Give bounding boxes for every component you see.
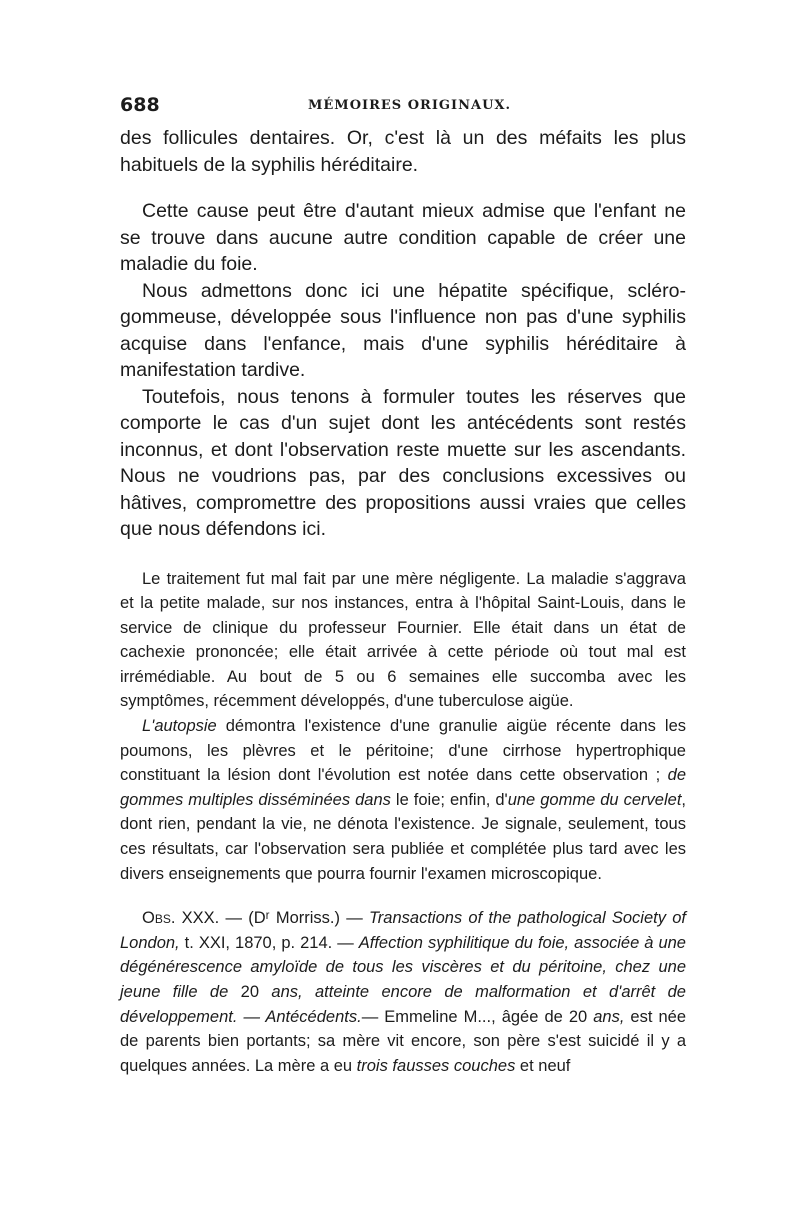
p6-text-1: démontra l'existence d'une granulie aigüe récente dans les poumons, les plèvres et le péritoine; d'une cirrhose hypertrophique constituant la lésion dont l'évolution est notée dans cette observation ; <box>120 717 686 785</box>
obs-text-3: 20 <box>228 983 272 1001</box>
obs-italic-2: Affection syphilitique du foie, associée à une dégénérescence amyloïde de tous les viscères et du péritoine, chez une jeune fille de <box>120 933 686 1001</box>
p6-italic-2: une gomme du cervelet <box>507 790 682 809</box>
obs-italic-5: trois fausses couches <box>356 1056 516 1075</box>
p6-text-3: , dont rien, pendant la vie, ne dénota l'existence. Je signale, seulement, tous ces résultats, car l'observation sera publiée et complétée plus tard avec les divers enseignements que pourra fournir l'examen microscopique. <box>120 790 686 883</box>
paragraph-2: Cette cause peut être d'autant mieux admise que l'enfant ne se trouve dans aucune autre condition capable de créer une maladie du foie. <box>120 200 686 275</box>
obs-text-4: — Emmeline M..., âgée de 20 <box>361 1007 594 1026</box>
paragraph-5: Le traitement fut mal fait par une mère négligente. La maladie s'aggrava et la petite malade, sur nos instances, entra à l'hôpital Saint-Louis, dans le service de clinique du professeur Fournier. Elle était dans un état de cachexie prononcée; elle était arrivée à cette période où tout mal est irrémédiable. Au bout de 5 ou 6 semaines elle succomba avec les symptômes, récemment développés, d'une tuberculose aigüe. <box>120 569 686 711</box>
case-text <box>120 567 686 1079</box>
paragraph-3: Nous admettons donc ici une hépatite spécifique, scléro-gommeuse, développée sous l'influence non pas d'une syphilis acquise dans l'enfance, mais d'une syphilis héréditaire à manifestation tardive. <box>120 279 686 381</box>
p6-text-2: le foie; enfin, d' <box>390 790 508 809</box>
document-page <box>120 94 686 1078</box>
p6-italic-1: de gommes multiples disséminées dans <box>120 766 686 809</box>
obs-italic-4: ans, <box>593 1007 625 1026</box>
paragraph-6 <box>120 714 686 886</box>
page-number: 688 <box>120 94 160 116</box>
obs-italic-1: Transactions of the pathological Society of London, <box>120 909 686 952</box>
obs-italic-3: ans, atteinte encore de malformation et d'arrêt de développement. — Antécédents. <box>120 983 686 1026</box>
obs-text-1: — (Dʳ Morriss.) — <box>219 909 369 928</box>
running-title: MÉMOIRES ORIGINAUX. <box>308 98 512 113</box>
autopsy-lead: L'autopsie <box>142 717 217 736</box>
obs-text-2: t. XXI, 1870, p. 214. — <box>179 933 359 952</box>
paragraph-1: des follicules dentaires. Or, c'est là un des méfaits les plus habituels de la syphilis héréditaire. <box>120 127 686 176</box>
obs-text-6: et neuf <box>515 1056 571 1075</box>
paragraph-4: Toutefois, nous tenons à formuler toutes les réserves que comporte le cas d'un sujet dont les antécédents sont restés inconnus, et dont l'observation reste muette sur les ascendants. Nous ne voudrions pas, par des conclusions excessives ou hâtives, compromettre des propositions aussi vraies que celles que nous défendons ici. <box>120 385 686 540</box>
obs-label: Obs. XXX. <box>142 909 220 928</box>
page-header <box>120 94 686 124</box>
observation-30 <box>120 906 686 1078</box>
main-text <box>120 125 686 543</box>
obs-text-5: est née de parents bien portants; sa mère vit encore, son père s'est suicidé il y a quelques années. La mère a eu <box>120 1007 687 1075</box>
